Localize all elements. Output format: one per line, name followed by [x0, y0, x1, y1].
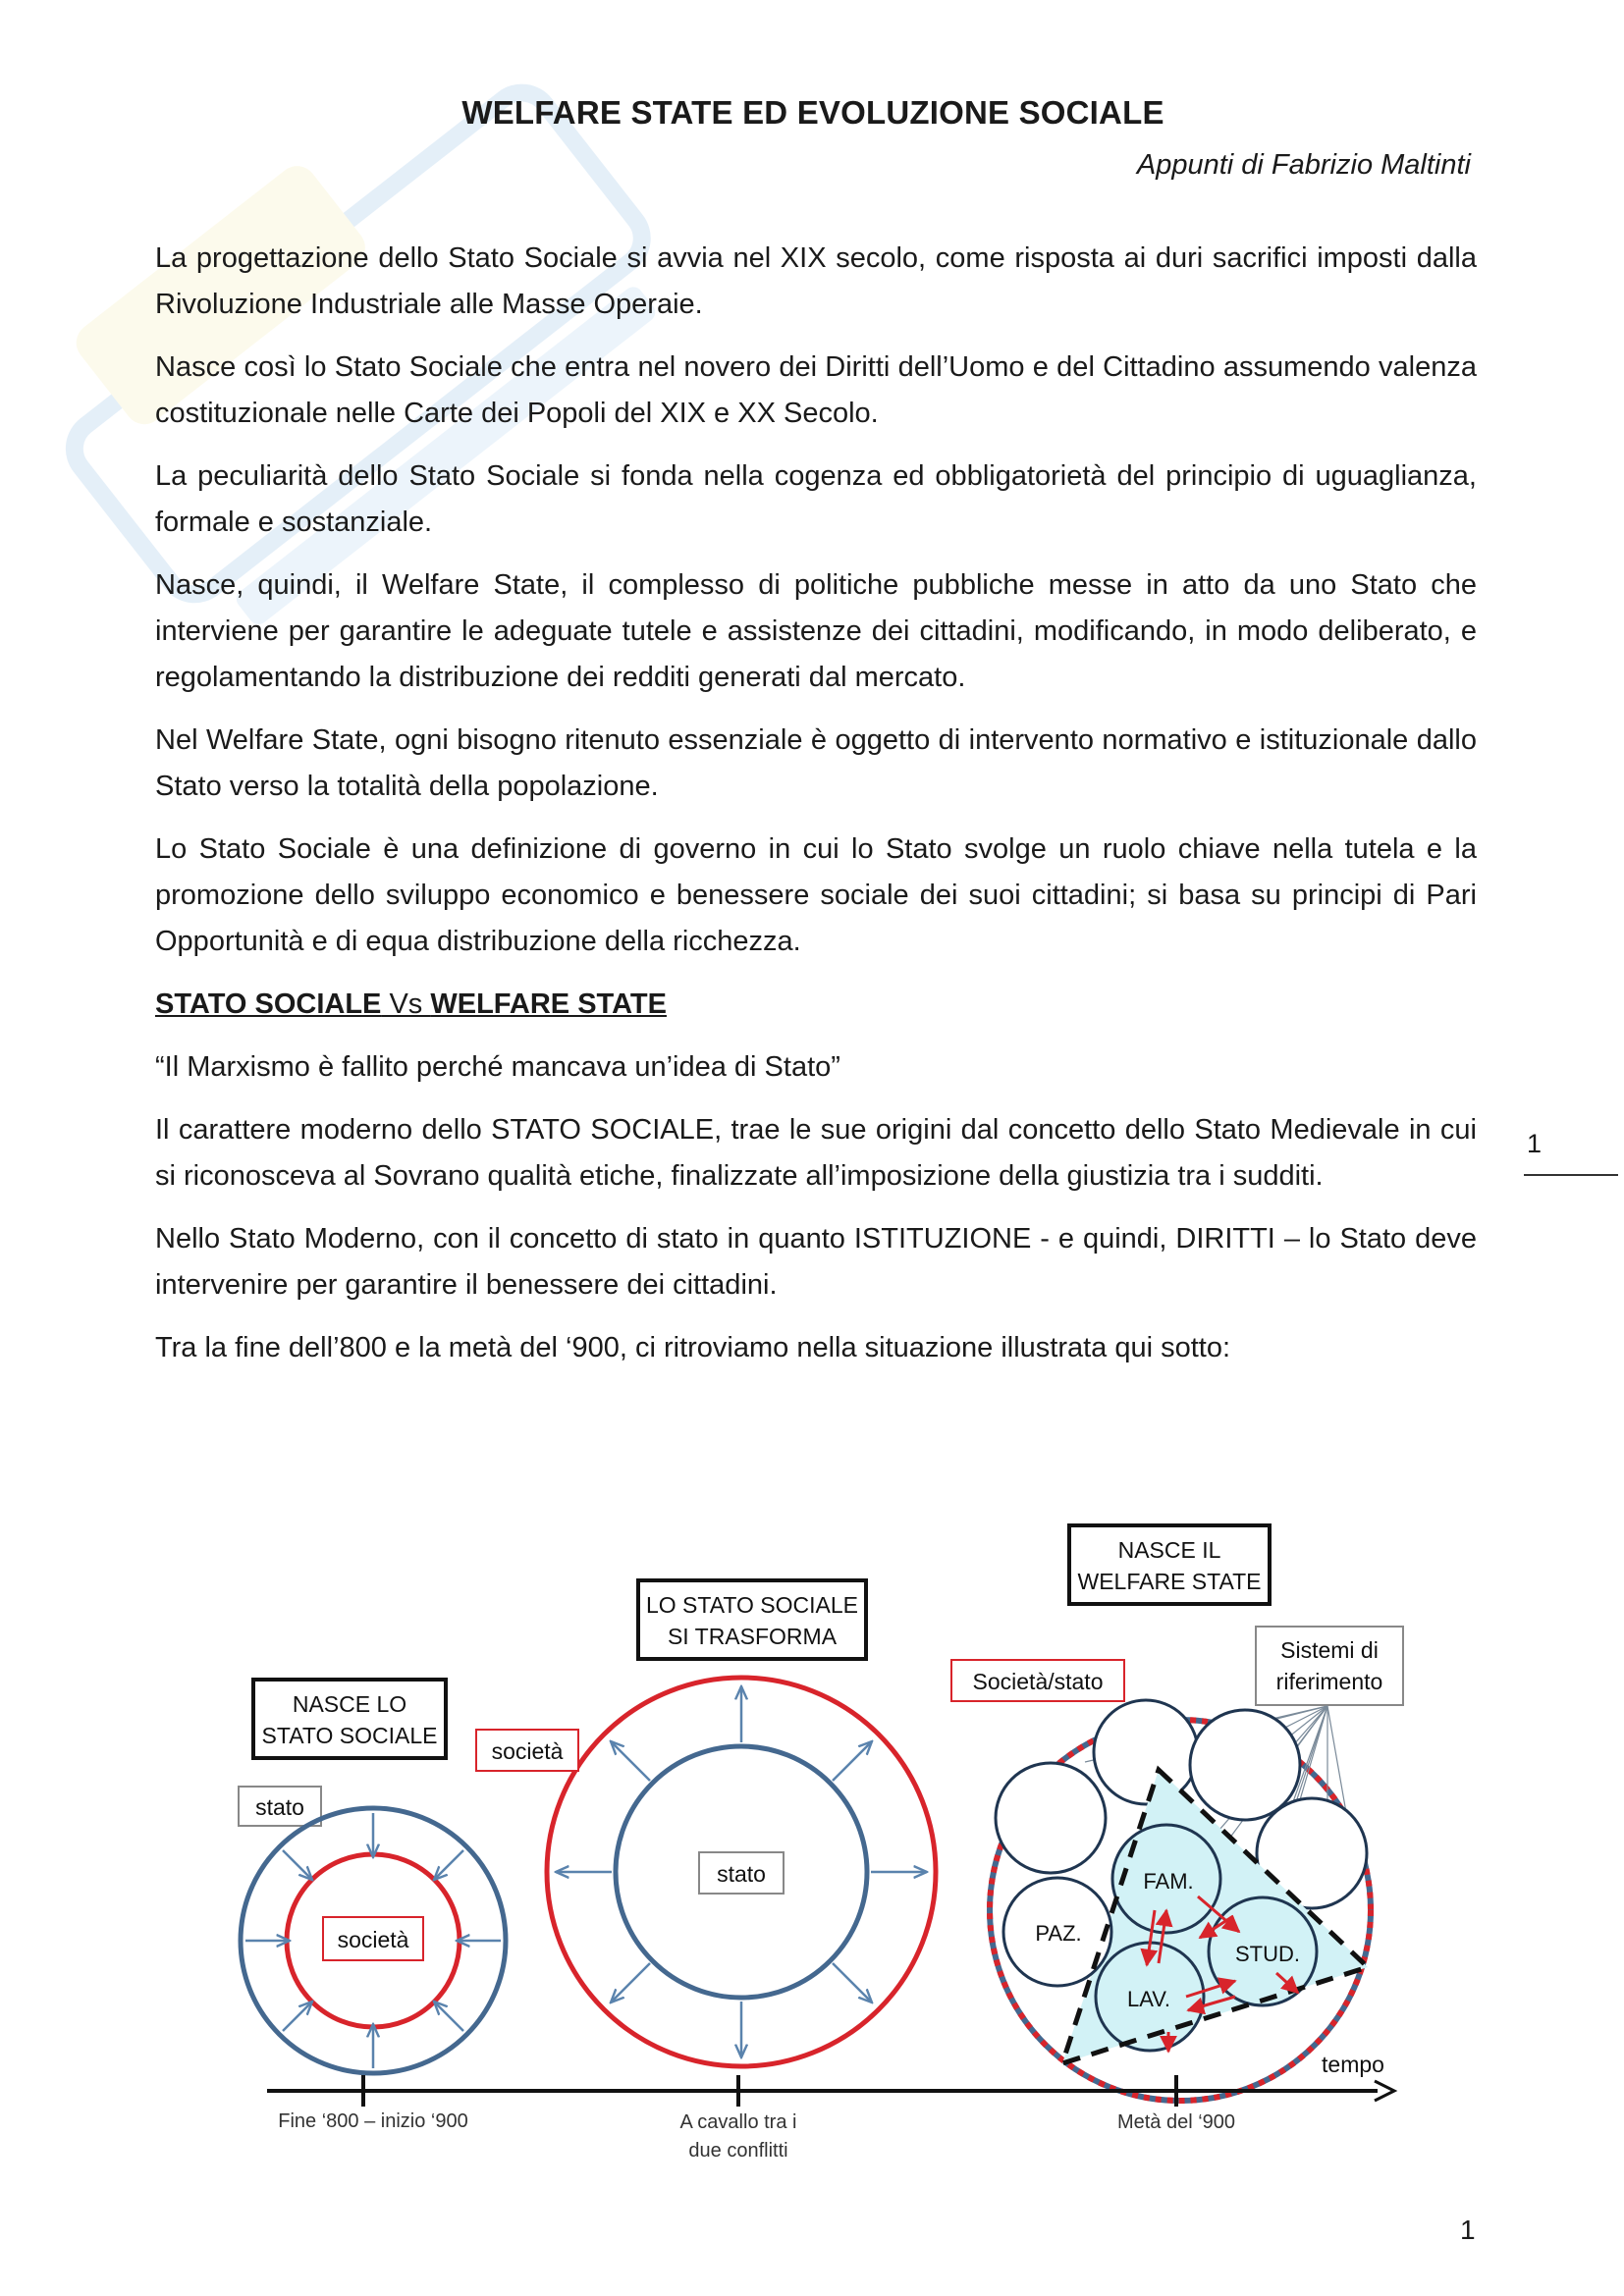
- stage1-outer-label: [239, 1787, 321, 1826]
- stage3-group: [951, 1525, 1403, 2101]
- stage2-group: [476, 1580, 936, 2066]
- stage2-inner-label: [699, 1852, 784, 1894]
- stage3-title-line2: WELFARE STATE: [1077, 1569, 1262, 1594]
- paragraph: Lo Stato Sociale è una definizione di governo in cui lo Stato svolge un ruolo chiave nella tutela e la promozione dello sviluppo economico e benessere sociale dei suoi cittadini; si basa su principi di Pari Opportunità e di equa distribuzione della ricchezza.: [155, 833, 1477, 957]
- svg-text:società: società: [491, 1738, 564, 1764]
- document-body: [155, 236, 1477, 1388]
- timeline-tick-label: A cavallo tra i: [679, 2111, 797, 2133]
- stage2-title-line1: LO STATO SOCIALE: [645, 1592, 859, 1618]
- lav-label: LAV.: [1126, 1987, 1171, 2011]
- margin-page-number: 1: [1527, 1129, 1543, 1158]
- paragraph: La peculiarità dello Stato Sociale si fonda nella cogenza ed obbligatorietà del principio di uguaglianza, formale e sostanziale.: [155, 460, 1477, 538]
- svg-text:società: società: [337, 1927, 409, 1952]
- stage1-group: [239, 1680, 506, 2073]
- stage1-title-line1: NASCE LO: [292, 1691, 407, 1717]
- svg-text:Sistemi di: Sistemi di: [1280, 1637, 1379, 1663]
- stage1-title-box: [253, 1680, 446, 1758]
- quote: “Il Marxismo è fallito perché mancava un’idea di Stato”: [155, 1051, 840, 1083]
- margin-rule: [1524, 1174, 1618, 1176]
- stage1-inner-label: [323, 1917, 423, 1960]
- paragraph: Il carattere moderno dello STATO SOCIALE, trae le sue origini dal concetto dello Stato Medievale in cui si riconosceva al Sovrano qualità etiche, finalizzate all’imposizione della giustizia tra i sudditi.: [155, 1114, 1477, 1192]
- timeline-tick-label: Metà del ‘900: [1116, 2111, 1236, 2133]
- evolution-diagram: [0, 1472, 1624, 2189]
- stage1-title-line2: STATO SOCIALE: [261, 1723, 438, 1748]
- page-number: 1: [1460, 2215, 1476, 2245]
- paragraph: Tra la fine dell’800 e la metà del ‘900, ci ritroviamo nella situazione illustrata qui sotto:: [155, 1332, 1231, 1363]
- document-title: WELFARE STATE ED EVOLUZIONE SOCIALE: [461, 94, 1164, 131]
- stage2-title-line2: SI TRASFORMA: [667, 1624, 838, 1649]
- paragraph: Nel Welfare State, ogni bisogno ritenuto essenziale è oggetto di intervento normativo e istituzionale dallo Stato verso la totalità della popolazione.: [155, 724, 1477, 802]
- fam-label: FAM.: [1143, 1869, 1194, 1894]
- paragraph: Nasce, quindi, il Welfare State, il complesso di politiche pubbliche messe in atto da uno Stato che interviene per garantire le adeguate tutele e assistenze dei cittadini, modificando, in modo deliberato, e regolamentando la distribuzione dei redditi generati dal mercato.: [155, 569, 1477, 693]
- document-author: Appunti di Fabrizio Maltinti: [1136, 149, 1471, 181]
- timeline-tick-label: Fine ‘800 – inizio ‘900: [278, 2110, 468, 2132]
- paragraph: La progettazione dello Stato Sociale si avvia nel XIX secolo, come risposta ai duri sacrifici imposti dalla Rivoluzione Industriale alle Masse Operaie.: [155, 242, 1477, 320]
- section-heading: [155, 982, 1477, 1028]
- stud-label: STUD.: [1235, 1942, 1300, 1966]
- paragraph: Nasce così lo Stato Sociale che entra nel novero dei Diritti dell’Uomo e del Cittadino assumendo valenza costituzionale nelle Carte dei Popoli del XIX e XX Secolo.: [155, 351, 1477, 429]
- reference-systems-label: [1256, 1627, 1403, 1705]
- svg-text:stato: stato: [255, 1794, 304, 1820]
- paz-label: PAZ.: [1035, 1921, 1082, 1946]
- stage3-title-line1: NASCE IL: [1117, 1537, 1221, 1563]
- heading-part: WELFARE STATE: [430, 988, 667, 1020]
- timeline: [267, 2052, 1394, 2162]
- timeline-axis-label: tempo: [1322, 2052, 1384, 2077]
- stage2-outer-label: [476, 1730, 578, 1771]
- stage2-title-box: [638, 1580, 866, 1659]
- svg-text:riferimento: riferimento: [1275, 1669, 1383, 1694]
- stage3-title-box: [1069, 1525, 1270, 1604]
- heading-vs: Vs: [381, 988, 431, 1020]
- svg-text:stato: stato: [717, 1861, 766, 1887]
- paragraph: Nello Stato Moderno, con il concetto di stato in quanto ISTITUZIONE - e quindi, DIRITTI – lo Stato deve intervenire per garantire il benessere dei cittadini.: [155, 1223, 1477, 1301]
- heading-part: STATO SOCIALE: [155, 988, 382, 1020]
- stage3-outer-label: [951, 1660, 1124, 1701]
- svg-text:Società/stato: Società/stato: [972, 1669, 1104, 1694]
- timeline-tick-label: due conflitti: [688, 2140, 788, 2162]
